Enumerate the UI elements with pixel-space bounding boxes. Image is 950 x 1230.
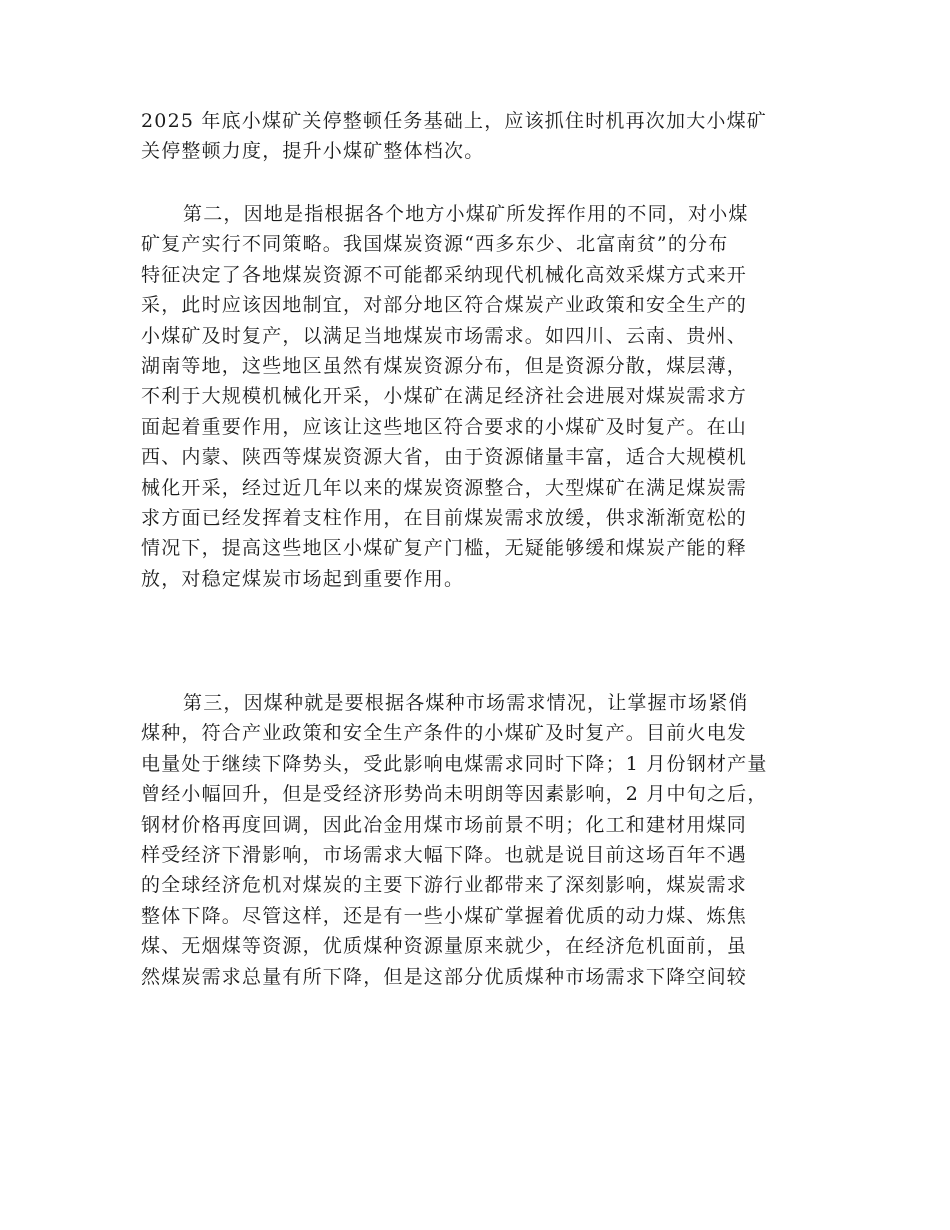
paragraph-line: 曾经小幅回升，但是受经济形势尚未明朗等因素影响，2 月中旬之后， bbox=[141, 783, 768, 806]
paragraph-line: 小煤矿及时复产，以满足当地煤炭市场需求。如四川、云南、贵州、 bbox=[141, 324, 748, 347]
paragraph-line: 整体下降。尽管这样，还是有一些小煤矿掌握着优质的动力煤、炼焦 bbox=[141, 904, 748, 927]
paragraph-line: 特征决定了各地煤炭资源不可能都采纳现代机械化高效采煤方式来开 bbox=[141, 263, 748, 286]
paragraph-line: 采，此时应该因地制宜，对部分地区符合煤炭产业政策和安全生产的 bbox=[141, 294, 748, 317]
paragraph-line: 煤种，符合产业政策和安全生产条件的小煤矿及时复产。目前火电发 bbox=[141, 722, 748, 745]
paragraph-line: 械化开采，经过近几年以来的煤炭资源整合，大型煤矿在满足煤炭需 bbox=[141, 476, 748, 499]
paragraph-line: 情况下，提高这些地区小煤矿复产门槛，无疑能够缓和煤炭产能的释 bbox=[141, 537, 748, 560]
paragraph-line: 第三，因煤种就是要根据各煤种市场需求情况，让掌握市场紧俏 bbox=[183, 692, 749, 714]
paragraph-third-point bbox=[141, 688, 813, 992]
paragraph-line: 关停整顿力度，提升小煤矿整体档次。 bbox=[141, 140, 485, 163]
paragraph-line: 西、内蒙、陕西等煤炭资源大省，由于资源储量丰富，适合大规模机 bbox=[141, 446, 748, 469]
paragraph-line: 然煤炭需求总量有所下降，但是这部分优质煤种市场需求下降空间较 bbox=[141, 965, 748, 988]
paragraph-line: 煤、无烟煤等资源，优质煤种资源量原来就少，在经济危机面前，虽 bbox=[141, 935, 748, 958]
paragraph-line: 矿复产实行不同策略。我国煤炭资源“西多东少、北富南贫”的分布 bbox=[141, 233, 729, 256]
paragraph-second-point bbox=[141, 199, 813, 594]
paragraph-line: 不利于大规模机械化开采，小煤矿在满足经济社会进展对煤炭需求方 bbox=[141, 385, 748, 408]
paragraph-line: 第二，因地是指根据各个地方小煤矿所发挥作用的不同，对小煤 bbox=[183, 203, 749, 225]
paragraph-line: 钢材价格再度回调，因此冶金用煤市场前景不明；化工和建材用煤同 bbox=[141, 813, 748, 836]
paragraph-line: 放，对稳定煤炭市场起到重要作用。 bbox=[141, 567, 465, 590]
paragraph-continuation bbox=[141, 106, 813, 167]
paragraph-line: 的全球经济危机对煤炭的主要下游行业都带来了深刻影响，煤炭需求 bbox=[141, 874, 748, 897]
paragraph-line: 电量处于继续下降势头，受此影响电煤需求同时下降；1 月份钢材产量 bbox=[141, 752, 768, 775]
paragraph-line: 样受经济下滑影响，市场需求大幅下降。也就是说目前这场百年不遇 bbox=[141, 843, 748, 866]
paragraph-line: 面起着重要作用，应该让这些地区符合要求的小煤矿及时复产。在山 bbox=[141, 415, 748, 438]
paragraph-line: 湖南等地，这些地区虽然有煤炭资源分布，但是资源分散，煤层薄， bbox=[141, 354, 748, 377]
paragraph-line: 2025 年底小煤矿关停整顿任务基础上，应该抓住时机再次加大小煤矿 bbox=[141, 110, 767, 132]
paragraph-line: 求方面已经发挥着支柱作用，在目前煤炭需求放缓，供求渐渐宽松的 bbox=[141, 506, 748, 529]
